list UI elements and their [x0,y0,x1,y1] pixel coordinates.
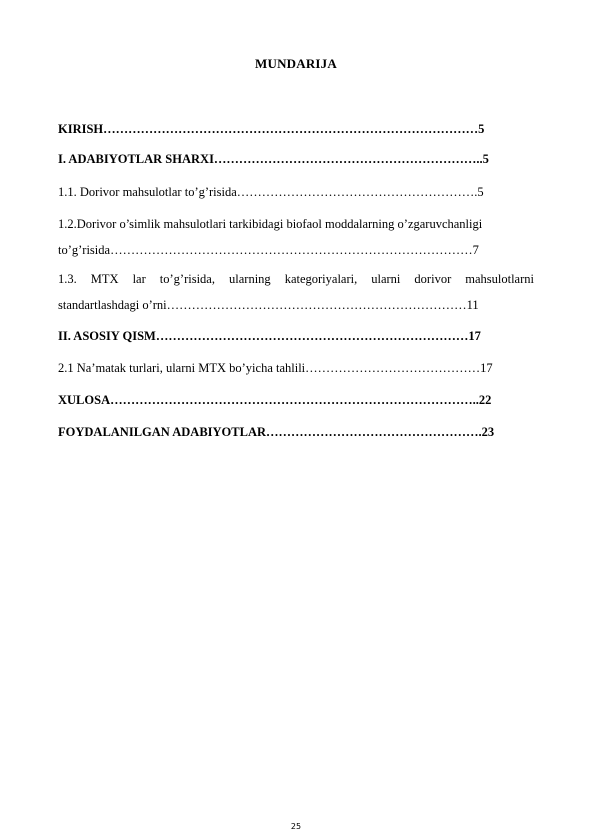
toc-entry-adabiyotlar-sharxi: I. ADABIYOTLAR SHARXI………………………………………………………..5 [58,152,489,166]
toc-entry-1-2-line2: to’g’risida……………………………………………………………………………7 [58,243,479,257]
toc-entry-kirish: KIRISH………………………………………………………………………………5 [58,122,485,136]
toc-entry-1-1: 1.1. Dorivor mahsulotlar to’g’risida………………………………………………….5 [58,185,484,199]
page-number: 25 [290,822,302,831]
toc-entry-xulosa: XULOSA……………………………………………………………………………..22 [58,393,492,407]
toc-entry-asosiy-qism: II. ASOSIY QISM…………………………………………………………………17 [58,329,481,343]
page-title: MUNDARIJA [255,56,337,71]
toc-entry-1-3-line1: 1.3. MTX lar to’g’risida, ularning kategoriyalari, ularni dorivor mahsulotlarni [58,272,534,286]
toc-entry-1-3-line2: standartlashdagi o’rni………………………………………………………………11 [58,298,479,312]
toc-entry-foydalanilgan-adabiyotlar: FOYDALANILGAN ADABIYOTLAR…………………………………………….23 [58,425,495,439]
toc-entry-2-1: 2.1 Na’matak turlari, ularni MTX bo’yicha tahlili……………………………………17 [58,361,493,375]
toc-entry-1-2-line1: 1.2.Dorivor o’simlik mahsulotlari tarkibidagi biofaol moddalarning o’zgaruvchanligi [58,217,483,231]
